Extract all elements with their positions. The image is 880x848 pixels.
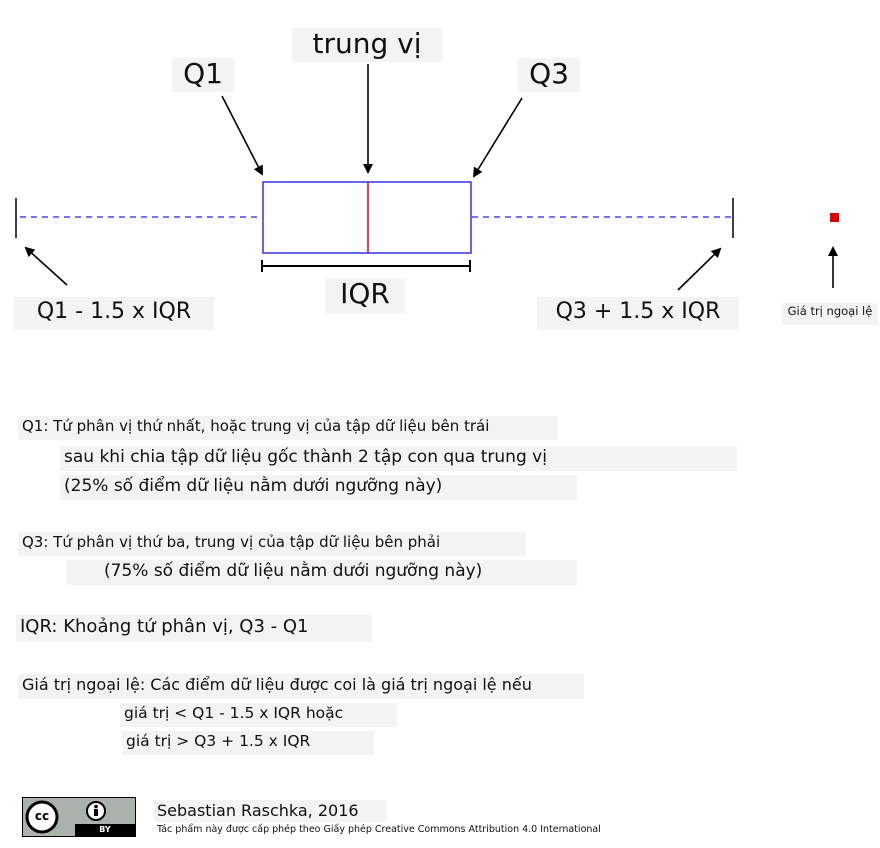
- license-text: Tác phẩm này được cấp phép theo Giấy phép Creative Commons Attribution 4.0 International: [157, 824, 601, 835]
- cc-badge-text: cc: [34, 809, 50, 823]
- iqr-label: IQR: [325, 278, 405, 314]
- outlier-definition-line1: Giá trị ngoại lệ: Các điểm dữ liệu được coi là giá trị ngoại lệ nếu: [18, 674, 584, 699]
- outlier-definition-line3: giá trị > Q3 + 1.5 x IQR: [122, 731, 374, 755]
- lower-whisker-label: Q1 - 1.5 x IQR: [14, 297, 214, 330]
- q1-definition-line1: Q1: Tứ phân vị thứ nhất, hoặc trung vị của tập dữ liệu bên trái: [18, 416, 558, 440]
- upper-whisker-arrow: [678, 249, 720, 290]
- q1-definition-line3: (25% số điểm dữ liệu nằm dưới ngưỡng này): [60, 475, 577, 500]
- iqr-definition: IQR: Khoảng tứ phân vị, Q3 - Q1: [16, 615, 372, 642]
- creative-commons-badge: [22, 797, 136, 837]
- q3-definition-line1: Q3: Tứ phân vị thứ ba, trung vị của tập dữ liệu bên phải: [18, 532, 526, 556]
- median-label: trung vị: [292, 28, 442, 62]
- q1-arrow: [222, 96, 262, 174]
- lower-whisker-arrow: [26, 248, 67, 285]
- q1-label: Q1: [172, 58, 234, 92]
- author-credit: Sebastian Raschka, 2016: [154, 800, 386, 822]
- q1-definition-line2: sau khi chia tập dữ liệu gốc thành 2 tập con qua trung vị: [60, 446, 737, 471]
- iqr-box: [263, 182, 471, 253]
- by-badge-text: BY: [75, 824, 135, 836]
- q3-definition-line2: (75% số điểm dữ liệu nằm dưới ngưỡng này): [66, 560, 577, 585]
- outlier-point: [830, 213, 839, 222]
- upper-whisker-label: Q3 + 1.5 x IQR: [537, 297, 739, 330]
- q3-arrow: [474, 98, 522, 176]
- q3-label: Q3: [518, 58, 580, 92]
- outlier-label: Giá trị ngoại lệ: [782, 303, 878, 325]
- outlier-definition-line2: giá trị < Q1 - 1.5 x IQR hoặc: [120, 703, 397, 727]
